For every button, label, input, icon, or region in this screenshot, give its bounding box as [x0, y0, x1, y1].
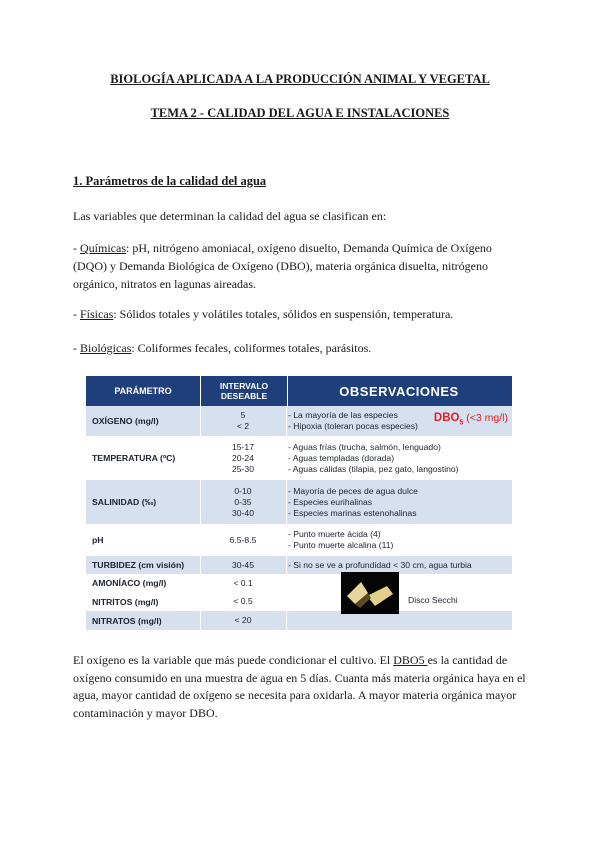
param-cell: pH [92, 535, 104, 545]
observation-cell [288, 436, 510, 480]
interval-value: < 0.5 [233, 596, 253, 606]
closing-paragraph [73, 652, 533, 722]
interval-value: 6.5-8.5 [229, 534, 257, 545]
observation-line: - Si no se ve a profundidad < 30 cm, agua turbia [288, 559, 472, 570]
observation-cell [288, 556, 510, 574]
secchi-label: Disco Secchi [408, 595, 458, 605]
dbo-note [434, 412, 508, 426]
table-row [86, 436, 512, 480]
table-row [86, 480, 512, 524]
observation-cell [288, 524, 510, 556]
observation-cell [288, 611, 510, 630]
observation-line: - La mayoría de las especies [288, 410, 398, 420]
quimicas-text: : pH, nitrógeno amoniacal, oxígeno disuelto, Demanda Química de Oxígeno (DQO) y Demanda Biológica de Oxígeno (DBO), materia orgánica disuelta, nitrógeno orgánico, nitratos en lagunas aireadas. [73, 241, 492, 291]
interval-cell [200, 436, 286, 480]
interval-value: 0-35 [234, 496, 252, 507]
table-row [86, 556, 512, 574]
observation-line: - Mayoría de peces de agua dulce [288, 485, 418, 496]
dbo5-term: DBO5 [393, 653, 428, 667]
fisicas-text: : Sólidos totales y volátiles totales, sólidos en suspensión, temperatura. [113, 307, 454, 321]
quimicas-paragraph [73, 239, 528, 293]
interval-value: 20-24 [232, 452, 254, 463]
interval-cell [200, 406, 286, 436]
param-cell: AMONÍACO (mg/l) [92, 578, 167, 588]
interval-value: 0-10 [234, 485, 252, 496]
interval-value: 25-30 [232, 463, 254, 474]
biologicas-label: Biológicas [80, 341, 132, 355]
observation-line: - Especies marinas estenohalinas [288, 507, 417, 518]
interval-value: < 0.1 [233, 577, 253, 588]
interval-cell [200, 611, 286, 630]
water-quality-table [86, 376, 512, 630]
fisicas-paragraph [73, 305, 528, 323]
observation-line: - Especies eurihalinas [288, 496, 373, 507]
observation-line: - Aguas templadas (dorada) [288, 452, 395, 463]
interval-value: < 2 [236, 421, 250, 431]
table-row [86, 611, 512, 630]
table-row [86, 574, 512, 592]
closing-part1: El oxígeno es la variable que más puede condicionar el cultivo. El [73, 653, 394, 667]
course-title: BIOLOGÍA APLICADA A LA PRODUCCIÓN ANIMAL Y VEGETAL [110, 72, 490, 86]
interval-cell [200, 574, 286, 592]
param-cell: TURBIDEZ (cm visión) [92, 560, 185, 570]
biologicas-text: : Coliformes fecales, coliformes totales, parásitos. [131, 341, 372, 355]
observation-cell [288, 480, 510, 524]
header-intervalo: INTERVALO DESEABLE [200, 376, 288, 406]
param-cell: SALINIDAD (‰) [92, 497, 157, 507]
header-parametro: PARÁMETRO [114, 386, 172, 396]
dash: - [73, 341, 80, 355]
interval-cell [200, 480, 286, 524]
dbo-note-main: DBO [433, 412, 460, 424]
interval-value: 30-45 [232, 559, 254, 570]
secchi-disk-image [341, 572, 399, 614]
fisicas-label: Físicas [80, 307, 114, 321]
closing-part2: es la cantidad de oxígeno consumido en una muestra de agua en 5 días. Cuanta más materia orgánica haya en el agua, mayor cantidad de oxígeno se necesita para oxidarla. A mayor materia orgánica mayor contaminación y mayor DBO. [73, 653, 526, 720]
quimicas-label: Químicas [80, 241, 126, 255]
interval-cell [200, 556, 286, 574]
topic-title: TEMA 2 - CALIDAD DEL AGUA E INSTALACIONES [150, 106, 450, 120]
interval-value: < 20 [234, 615, 252, 625]
observation-cell [288, 574, 510, 592]
interval-value: 5 [240, 410, 246, 420]
section-heading: 1. Parámetros de la calidad del agua [73, 174, 267, 188]
header-observaciones: OBSERVACIONES [339, 383, 459, 399]
interval-cell [200, 592, 286, 611]
dbo-note-value: (<3 mg/l) [463, 412, 508, 424]
dash: - [73, 241, 80, 255]
param-cell: NITRITOS (mg/l) [92, 596, 159, 607]
table-header [86, 376, 512, 406]
biologicas-paragraph [73, 339, 528, 357]
observation-line: - Punto muerte ácida (4) [288, 529, 381, 539]
intro-paragraph: Las variables que determinan la calidad del agua se clasifican en: [73, 209, 387, 223]
interval-value: 30-40 [232, 507, 254, 518]
interval-value: 15-17 [232, 441, 254, 452]
param-cell: OXÍGENO (mg/l) [92, 416, 159, 426]
observation-line: - Aguas frías (trucha, salmón, lenguado) [288, 441, 441, 452]
observation-line: - Aguas cálidas (tilapia, pez gato, langostino) [288, 463, 459, 474]
observation-line: - Hipoxia (toleran pocas especies) [288, 421, 418, 431]
observation-line: - Punto muerte alcalina (11) [288, 540, 394, 550]
observation-cell [288, 592, 510, 611]
dash: - [73, 307, 80, 321]
column-divider [286, 406, 287, 630]
interval-cell [200, 524, 286, 556]
dbo-note-sub: 5 [459, 419, 464, 427]
param-cell: NITRATOS (mg/l) [92, 615, 162, 626]
param-cell: TEMPERATURA (ºC) [92, 453, 176, 463]
secchi-disk-icon [341, 572, 399, 614]
table-row [86, 524, 512, 556]
column-divider [200, 406, 201, 630]
